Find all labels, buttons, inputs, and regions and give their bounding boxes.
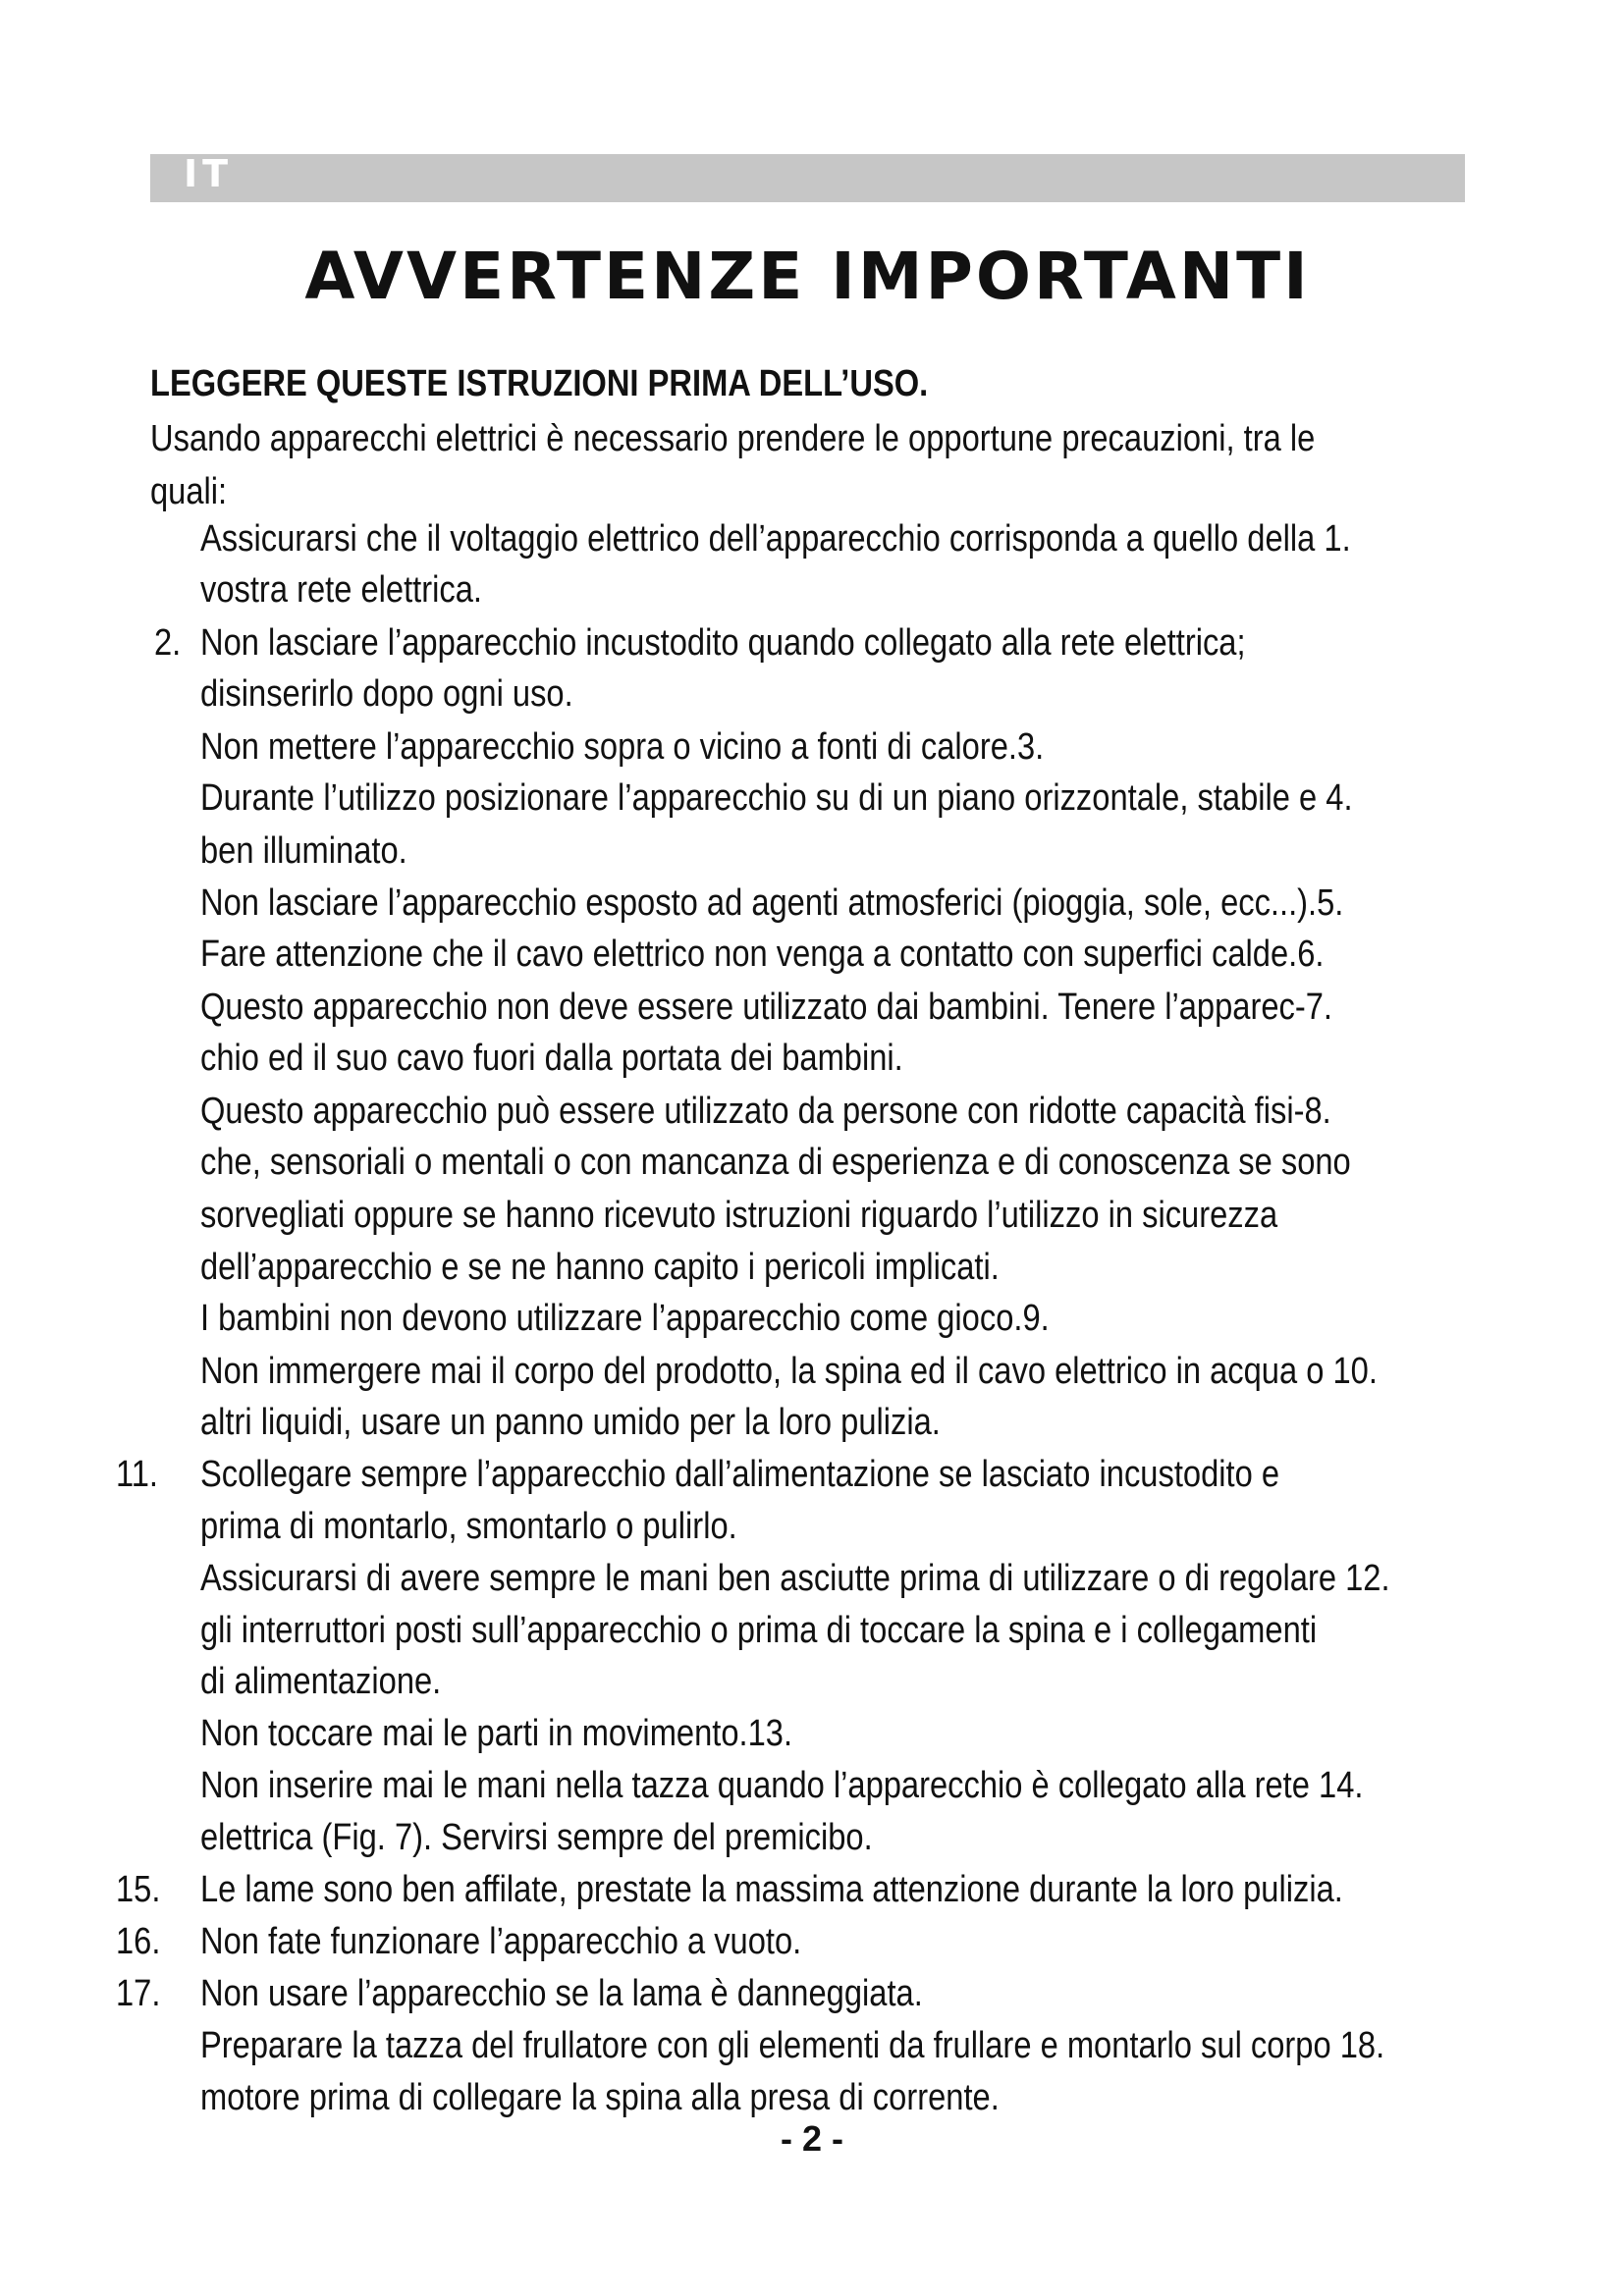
page-title: AVVERTENZE IMPORTANTI: [304, 239, 1311, 314]
warning-line: disinserirlo dopo ogni uso.: [200, 673, 573, 715]
warning-number: 11.: [116, 1454, 159, 1495]
warning-line: altri liquidi, usare un panno umido per la loro pulizia.: [200, 1402, 941, 1443]
warning-line: dell’apparecchio e se ne hanno capito i pericoli implicati.: [200, 1247, 1000, 1288]
warning-line: prima di montarlo, smontarlo o pulirlo.: [200, 1506, 737, 1547]
warning-line: Non lasciare l’apparecchio incustodito quando collegato alla rete elettrica;: [200, 622, 1246, 664]
warning-line: Assicurarsi di avere sempre le mani ben asciutte prima di utilizzare o di regolare 12.: [200, 1558, 1390, 1599]
warning-line: Preparare la tazza del frullatore con gli elementi da frullare e montarlo sul corpo 18.: [200, 2025, 1385, 2066]
warning-line: chio ed il suo cavo fuori dalla portata dei bambini.: [200, 1038, 903, 1079]
warning-number: 15.: [116, 1869, 161, 1910]
language-header-bar: [150, 154, 1465, 202]
warning-line: sorvegliati oppure se hanno ricevuto istruzioni riguardo l’utilizzo in sicurezza: [200, 1195, 1278, 1236]
warning-line: ben illuminato.: [200, 830, 407, 872]
warning-line: Assicurarsi che il voltaggio elettrico dell’apparecchio corrisponda a quello della 1.: [200, 518, 1351, 560]
warning-line: Non lasciare l’apparecchio esposto ad agenti atmosferici (pioggia, sole, ecc...).5.: [200, 882, 1344, 924]
warning-line: elettrica (Fig. 7). Servirsi sempre del premicibo.: [200, 1817, 873, 1858]
warning-number: 16.: [116, 1921, 161, 1962]
warning-line: gli interruttori posti sull’apparecchio o prima di toccare la spina e i collegamenti: [200, 1610, 1318, 1651]
warning-line: Non toccare mai le parti in movimento.13.: [200, 1713, 793, 1754]
warning-line: Non fate funzionare l’apparecchio a vuoto.: [200, 1921, 802, 1962]
language-code: IT: [184, 152, 234, 195]
warning-line: Le lame sono ben affilate, prestate la massima attenzione durante la loro pulizia.: [200, 1869, 1343, 1910]
warning-line: Scollegare sempre l’apparecchio dall’alimentazione se lasciato incustodito e: [200, 1454, 1280, 1495]
warning-line: Non inserire mai le mani nella tazza quando l’apparecchio è collegato alla rete 14.: [200, 1765, 1364, 1806]
warning-line: Non usare l’apparecchio se la lama è danneggiata.: [200, 1973, 923, 2014]
intro-line: quali:: [150, 471, 228, 512]
warning-line: motore prima di collegare la spina alla presa di corrente.: [200, 2077, 1000, 2118]
warning-line: Fare attenzione che il cavo elettrico non venga a contatto con superfici calde.6.: [200, 934, 1325, 975]
warning-line: di alimentazione.: [200, 1661, 442, 1702]
warning-number: 17.: [116, 1973, 161, 2014]
warning-line: Questo apparecchio può essere utilizzato da persone con ridotte capacità fisi-8.: [200, 1091, 1331, 1132]
intro-line: Usando apparecchi elettrici è necessario prendere le opportune precauzioni, tra le: [150, 418, 1316, 459]
instructions-subheading: LEGGERE QUESTE ISTRUZIONI PRIMA DELL’USO.: [150, 363, 929, 404]
warning-line: che, sensoriali o mentali o con mancanza di esperienza e di conoscenza se sono: [200, 1142, 1351, 1183]
warning-line: I bambini non devono utilizzare l’apparecchio come gioco.9.: [200, 1298, 1050, 1339]
page-number: - 2 -: [780, 2118, 843, 2159]
intro-paragraph: [150, 412, 1476, 518]
warning-line: Non immergere mai il corpo del prodotto, la spina ed il cavo elettrico in acqua o 10.: [200, 1351, 1378, 1392]
warning-line: Questo apparecchio non deve essere utilizzato dai bambini. Tenere l’apparec-7.: [200, 987, 1332, 1028]
warning-number: 2.: [154, 622, 182, 664]
warning-line: Non mettere l’apparecchio sopra o vicino a fonti di calore.3.: [200, 726, 1045, 768]
warning-line: Durante l’utilizzo posizionare l’apparecchio su di un piano orizzontale, stabile e 4.: [200, 777, 1353, 819]
warning-line: vostra rete elettrica.: [200, 569, 482, 611]
